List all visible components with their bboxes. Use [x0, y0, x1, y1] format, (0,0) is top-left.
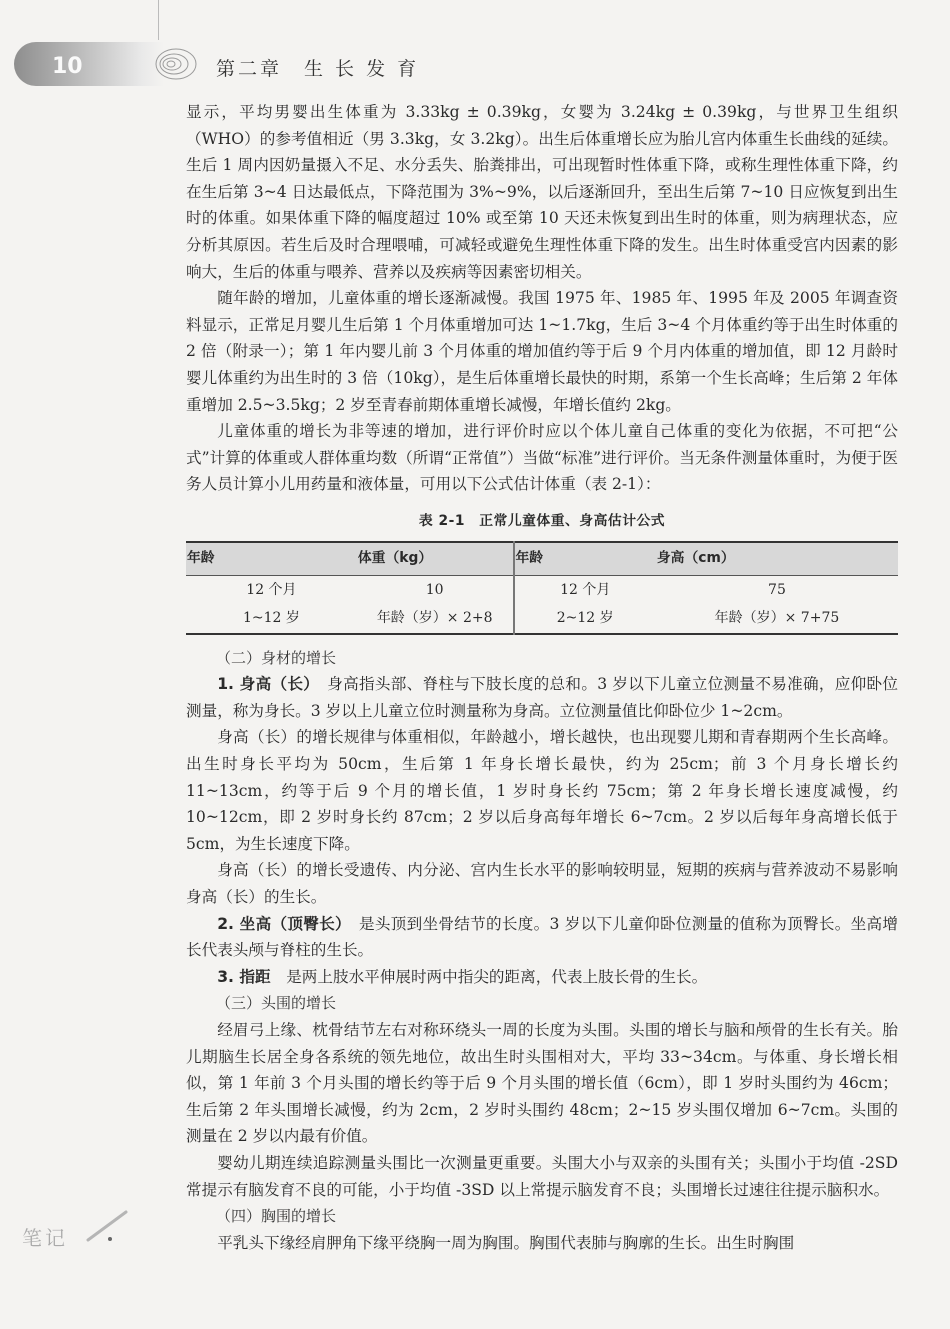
page-edge-line [158, 0, 159, 40]
paragraph: 身高（长）的增长受遗传、内分泌、宫内生长水平的影响较明显，短期的疾病与营养波动不易影响身高（长）的生长。 [186, 861, 898, 907]
subsection-label: 3. 指距 [217, 967, 271, 986]
margin-notes-label: 笔记 [22, 1226, 68, 1250]
table-row [186, 575, 898, 604]
table-header: 年龄 [186, 542, 357, 576]
table-cell: 2~12 岁 [514, 604, 656, 634]
paragraph: 婴幼儿期连续追踪测量头围比一次测量更重要。头围大小与双亲的头围有关；头围小于均值 -2SD 常提示有脑发育不良的可能，小于均值 -3SD 以上常提示脑发育不良；头围增长过速往往提示脑积水。 [186, 1153, 898, 1199]
paragraph-text: 是两上肢水平伸展时两中指尖的距离，代表上肢长骨的生长。 [286, 967, 708, 986]
table-cell: 12 个月 [246, 581, 297, 598]
table-cell: 12 个月 [514, 575, 656, 604]
paragraph: 经眉弓上缘、枕骨结节左右对称环绕头一周的长度为头围。头围的增长与脑和颅骨的生长有关。胎儿期脑生长居全身各系统的领先地位，故出生时头围相对大，平均 33~34cm。与体重、身长增长相似，第 1 年前 3 个月头围的增长约等于后 9 个月头围的增长值（6cm），即 1 岁时头围约为 46cm；生后第 2 年头围增长减慢，约为 2cm，2 岁时头围约 48cm；2~15 岁头围仅增加 6~7cm。头围的测量在 2 岁以内最有价值。 [186, 1021, 898, 1146]
section-heading: （三）头围的增长 [216, 994, 337, 1013]
chapter-title: 第二章 生 长 发 育 [216, 58, 420, 80]
paragraph [186, 964, 898, 991]
table-header: 身高（cm） [656, 542, 898, 576]
table-header: 体重（kg） [357, 542, 514, 576]
table-cell: 年龄（岁）× 7+75 [714, 610, 840, 627]
table-cell: 1~12 岁 [242, 610, 300, 627]
paragraph-text: 身高指头部、脊柱与下肢长度的总和。3 岁以下儿童立位测量不易准确，应仰卧位测量，称为身长。3 岁以上儿童立位时测量称为身高。立位测量值比仰卧位少 1~2cm。 [186, 675, 898, 720]
paragraph: 随年龄的增加，儿童体重的增长逐渐减慢。我国 1975 年、1985 年、1995 年及 2005 年调查资料显示，正常足月婴儿生后第 1 个月体重增加可达 1~1.7kg，生后 3~4 个月体重约等于出生时体重的 2 倍（附录一）；第 1 年内婴儿前 3 个月体重的增加值约等于后 9 个月内体重的增加值，即 12 月龄时婴儿体重约为出生时的 3 倍（10kg），是生后体重增长最快的时期，系第一个生长高峰；生后第 2 年体重增加 2.5~3.5kg；2 岁至青春前期体重增长减慢，年增长值约 2kg。 [186, 289, 898, 414]
paragraph: 儿童体重的增长为非等速的增加，进行评价时应以个体儿童自己体重的变化为依据，不可把“公式”计算的体重或人群体重均数（所谓“正常值”）当做“标准”进行评价。当无条件测量体重时，为便于医务人员计算小儿用药量和液体量，可用以下公式估计体重（表 2-1）： [186, 422, 898, 494]
paragraph [186, 911, 898, 964]
paragraph: 身高（长）的增长规律与体重相似，年龄越小，增长越快，也出现婴儿期和青春期两个生长高峰。出生时身长平均为 50cm，生后第 1 年身长增长最快，约为 25cm；前 3 个月身长增长约 11~13cm，约等于后 9 个月的增长值，1 岁时身长约 75cm；第 2 年身长增长速度减慢，约 10~12cm，即 2 岁时身长约 87cm；2 岁以后身高每年增长 6~7cm。2 岁以后每年身高增长低于 5cm，为生长速度下降。 [186, 728, 898, 853]
section-heading: （二）身材的增长 [216, 648, 337, 667]
table-cell: 10 [425, 581, 444, 598]
paragraph-text: 是头顶到坐骨结节的长度。3 岁以下儿童仰卧位测量的值称为顶臀长。坐高增长代表头颅与脊柱的生长。 [186, 914, 898, 960]
subsection-label: 2. 坐高（顶臀长） [217, 914, 344, 933]
body-text [186, 99, 898, 1256]
paragraph: 平乳头下缘经肩胛角下缘平绕胸一周为胸围。胸围代表肺与胸廓的生长。出生时胸围 [217, 1233, 795, 1252]
subsection-label: 1. 身高（长） [217, 675, 312, 694]
table-header: 年龄 [514, 542, 656, 576]
paragraph [186, 671, 898, 724]
table-row [186, 604, 898, 634]
table-header-row [186, 542, 898, 576]
page-header [0, 38, 950, 90]
table-cell: 75 [768, 581, 786, 598]
page-number-tab [14, 42, 164, 86]
estimation-formula-table [186, 541, 898, 635]
table-cell: 年龄（岁）× 2+8 [376, 610, 493, 627]
paragraph: 显示，平均男婴出生体重为 3.33kg ± 0.39kg，女婴为 3.24kg ± 0.39kg，与世界卫生组织（WHO）的参考值相近（男 3.3kg，女 3.2kg）。出生后体重增长应为胎儿宫内体重生长曲线的延续。生后 1 周内因奶量摄入不足、水分丢失、胎粪排出，可出现暂时性体重下降，或称生理性体重下降，约在生后第 3~4 日达最低点，下降范围为 3%~9%，以后逐渐回升，至出生后第 7~10 日应恢复到出生时的体重。如果体重下降的幅度超过 10% 或至第 10 天还未恢复到出生时的体重，则为病理状态，应分析其原因。若生后及时合理喂哺，可减轻或避免生理性体重下降的发生。出生时体重受宫内因素的影响大，生后的体重与喂养、营养以及疾病等因素密切相关。 [186, 103, 898, 281]
page-number: 10 [52, 54, 83, 79]
table-title: 表 2-1 正常儿童体重、身高估计公式 [418, 512, 666, 529]
section-heading: （四）胸围的增长 [216, 1207, 337, 1226]
swirl-ornament-icon [152, 42, 200, 86]
pencil-icon [80, 1206, 132, 1246]
